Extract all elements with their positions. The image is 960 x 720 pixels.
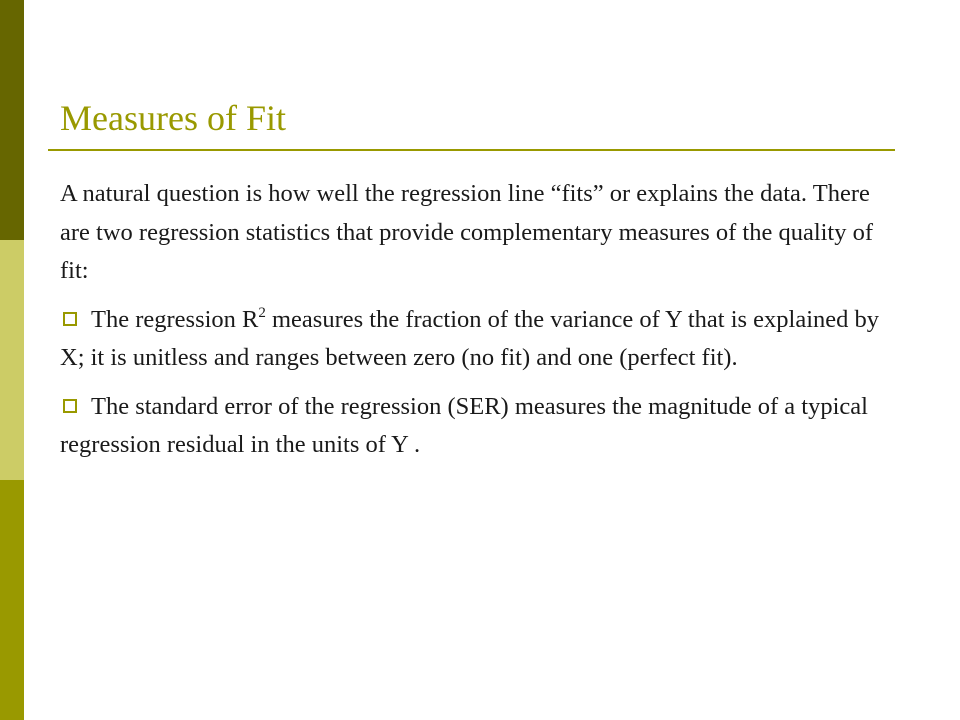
slide-body bbox=[60, 175, 900, 475]
sidebar-segment-middle bbox=[0, 240, 24, 480]
bullet-text: The standard error of the regression (SER) measures the magnitude of a typical regression residual in the units of Y . bbox=[60, 392, 868, 458]
bullet-item-ser bbox=[60, 388, 900, 465]
bullet-text-before-sup: The regression R bbox=[91, 305, 259, 333]
title-underline bbox=[48, 149, 895, 151]
square-bullet-icon bbox=[63, 312, 77, 326]
square-bullet-icon bbox=[63, 399, 77, 413]
intro-paragraph: A natural question is how well the regression line “fits” or explains the data. There are two regression statistics that provide complementary measures of the quality of fit: bbox=[60, 180, 874, 284]
sidebar-segment-bottom bbox=[0, 480, 24, 720]
slide-title: Measures of Fit bbox=[60, 98, 286, 138]
sidebar-segment-top bbox=[0, 0, 24, 240]
bullet-item-r-squared bbox=[60, 301, 900, 378]
bullet-text-after-sup: measures the fraction of the variance of Y that is explained by X; it is unitless and ranges between zero (no fit) and one (perfect fit). bbox=[60, 305, 880, 371]
superscript-two: 2 bbox=[258, 304, 266, 321]
